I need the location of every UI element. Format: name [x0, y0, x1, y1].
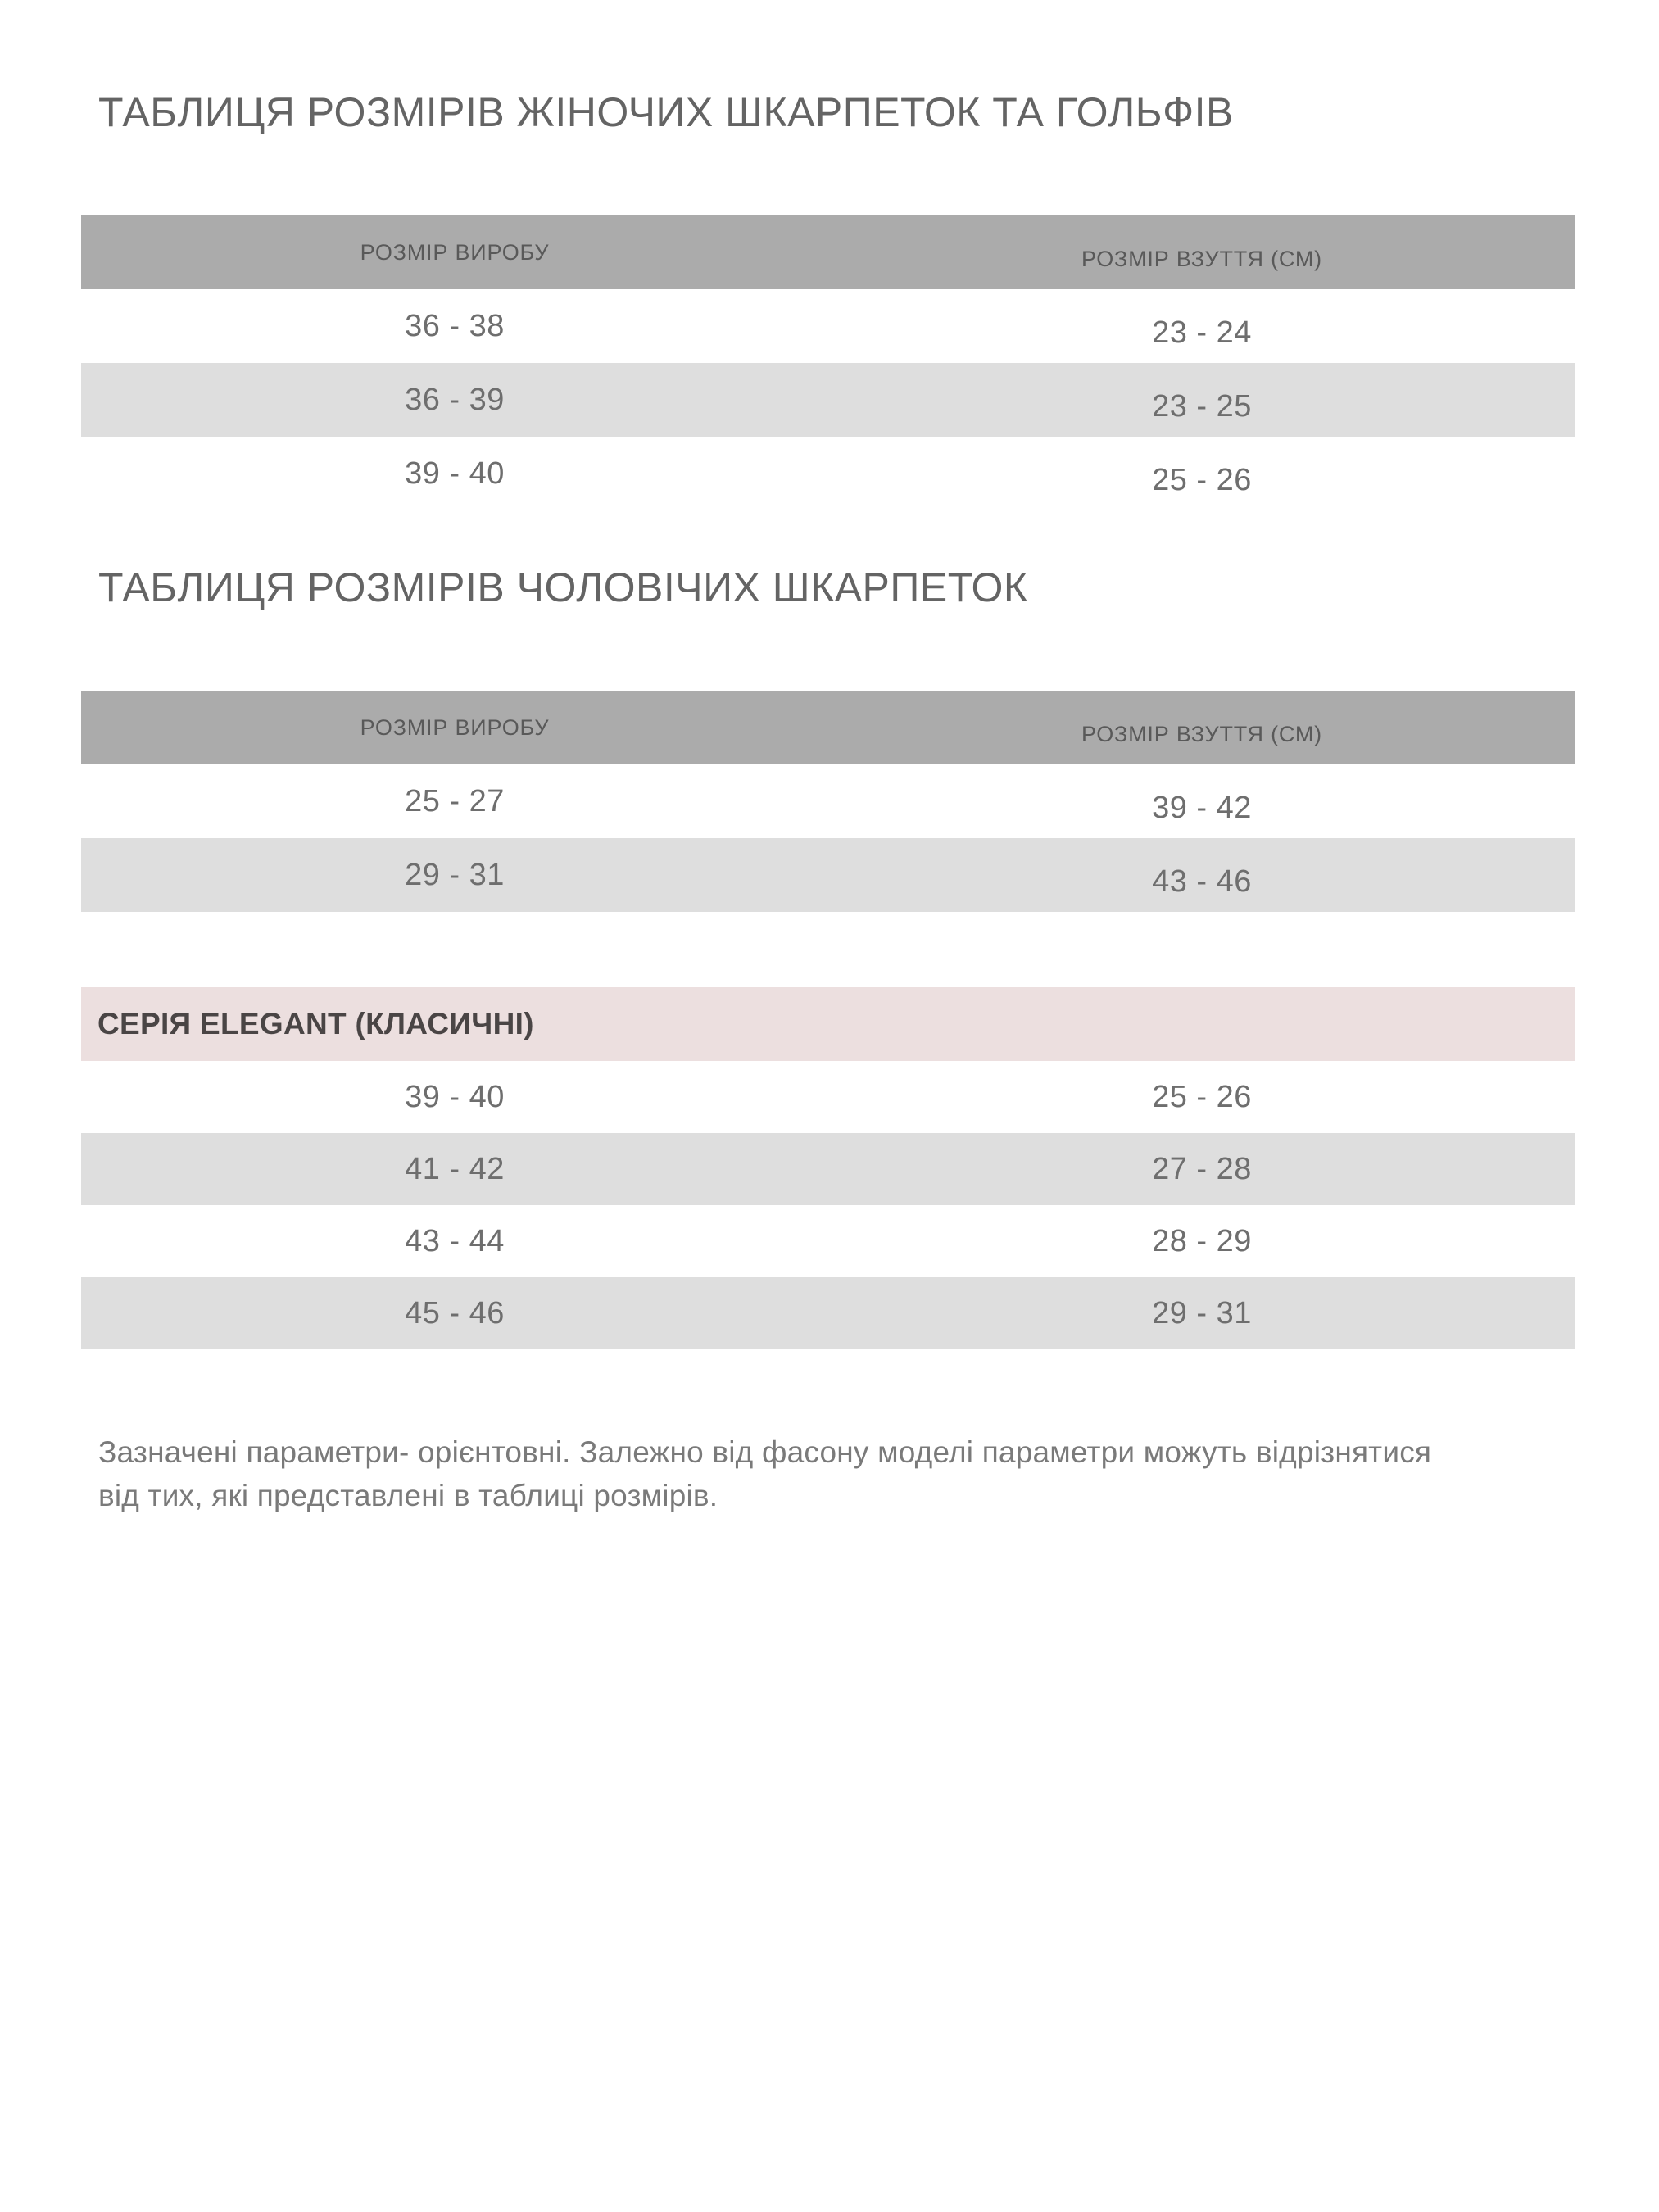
product-size-cell: 36 - 39 [405, 382, 505, 417]
product-size-cell: 43 - 44 [405, 1223, 505, 1258]
table-row [81, 363, 1575, 437]
women-header-product-size: РОЗМІР ВИРОБУ [360, 239, 550, 265]
women-sizes-table [81, 215, 1575, 510]
men-table-header-row [81, 691, 1575, 764]
table-row [81, 1277, 1575, 1349]
table-row [81, 437, 1575, 510]
product-size-cell: 41 - 42 [405, 1151, 505, 1186]
shoe-size-cell: 29 - 31 [1152, 1295, 1252, 1330]
table-row [81, 289, 1575, 363]
shoe-size-cell: 39 - 42 [1152, 790, 1252, 825]
shoe-size-cell: 28 - 29 [1152, 1223, 1252, 1258]
product-size-cell: 29 - 31 [405, 857, 505, 892]
men-header-product-size: РОЗМІР ВИРОБУ [360, 714, 550, 740]
men-header-shoe-size: РОЗМІР ВЗУТТЯ (СМ) [1081, 721, 1322, 746]
product-size-cell: 45 - 46 [405, 1295, 505, 1330]
table-row [81, 764, 1575, 838]
table-row [81, 1133, 1575, 1205]
men-sizes-table [81, 691, 1575, 912]
elegant-series-table [81, 1061, 1575, 1349]
shoe-size-cell: 23 - 25 [1152, 388, 1252, 424]
shoe-size-cell: 25 - 26 [1152, 462, 1252, 497]
table-row [81, 1205, 1575, 1277]
disclaimer-note [98, 1430, 1589, 1517]
shoe-size-cell: 27 - 28 [1152, 1151, 1252, 1186]
women-header-shoe-size: РОЗМІР ВЗУТТЯ (СМ) [1081, 246, 1322, 271]
product-size-cell: 39 - 40 [405, 1079, 505, 1114]
table-row [81, 838, 1575, 912]
elegant-series-label: СЕРІЯ ELEGANT (КЛАСИЧНІ) [97, 1007, 534, 1040]
table-row [81, 1061, 1575, 1133]
men-sizes-title: ТАБЛИЦЯ РОЗМІРІВ ЧОЛОВІЧИХ ШКАРПЕТОК [98, 564, 1028, 610]
elegant-series-header-bar [81, 987, 1575, 1061]
women-table-header-row [81, 215, 1575, 289]
shoe-size-cell: 23 - 24 [1152, 315, 1252, 350]
product-size-cell: 39 - 40 [405, 456, 505, 491]
disclaimer-line-2: від тих, які представлені в таблиці розмірів. [98, 1479, 718, 1512]
product-size-cell: 36 - 38 [405, 308, 505, 343]
shoe-size-cell: 25 - 26 [1152, 1079, 1252, 1114]
women-sizes-title: ТАБЛИЦЯ РОЗМІРІВ ЖІНОЧИХ ШКАРПЕТОК ТА ГОЛЬФІВ [98, 89, 1234, 135]
shoe-size-cell: 43 - 46 [1152, 863, 1252, 899]
product-size-cell: 25 - 27 [405, 783, 505, 818]
disclaimer-line-1: Зазначені параметри- орієнтовні. Залежно від фасону моделі параметри можуть відрізнятися [98, 1435, 1432, 1469]
